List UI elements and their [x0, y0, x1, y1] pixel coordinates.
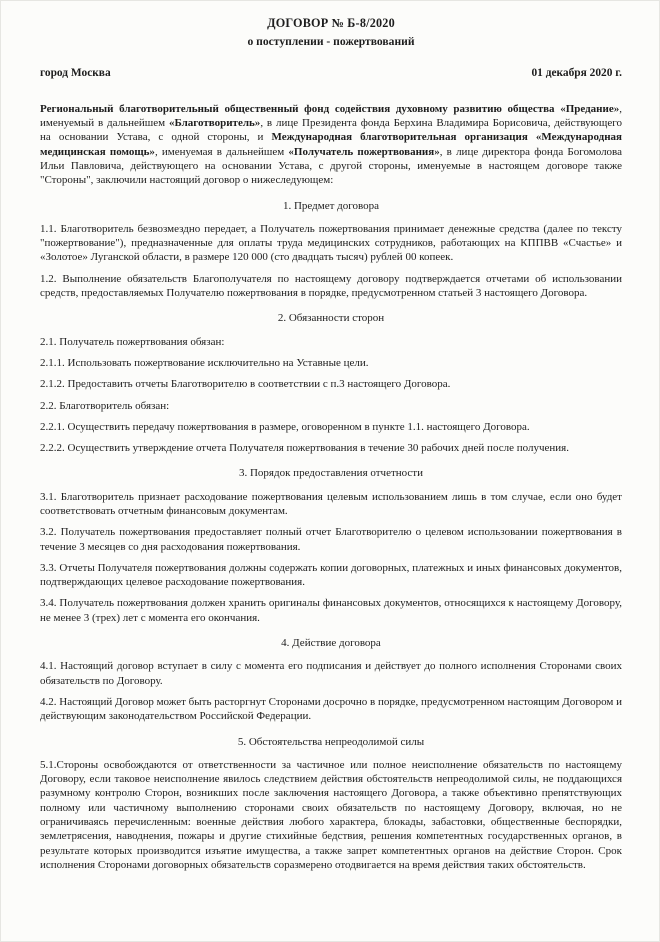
preamble — [40, 102, 625, 188]
text-run: 4.1. Настоящий договор вступает в силу с момента его подписания и действует до полного исполнения Сторонами своих обязательств по Договору. — [40, 660, 625, 687]
section-heading: 1. Предмет договора — [282, 199, 379, 212]
paragraph — [40, 490, 625, 519]
paragraph — [40, 525, 625, 554]
text-run: 3.2. Получатель пожертвования предоставляет полный отчет Благотворителю о целевом использовании пожертвования в течение 3 месяцев со дня расходования пожертвования. — [40, 526, 625, 553]
section-heading: 3. Порядок предоставления отчетности — [238, 467, 424, 480]
paragraph — [40, 659, 625, 688]
city-date-row — [40, 66, 622, 81]
document-date: 01 декабря 2020 г. — [531, 66, 622, 79]
text-run: 2.1.2. Предоставить отчеты Благотворителю в соответствии с п.3 настоящего Договора. — [40, 378, 451, 391]
section-heading: 5. Обстоятельства непреодолимой силы — [237, 735, 425, 748]
document-title: ДОГОВОР № Б-8/2020 — [267, 16, 395, 30]
paragraph — [40, 420, 622, 434]
document-subtitle: о поступлении - пожертвований — [247, 34, 415, 48]
text-run: , именуемая в дальнейшем — [154, 145, 289, 158]
paragraph — [40, 695, 625, 724]
section-heading: 4. Действие договора — [281, 637, 381, 650]
document-city: город Москва — [40, 66, 111, 79]
text-run: «Получатель пожертвования» — [288, 145, 440, 158]
text-run: , именуемый в дальнейшем — [40, 102, 625, 130]
paragraph — [40, 561, 625, 590]
text-run: 3.1. Благотворитель признает расходование пожертвования целевым использованием лишь в том случае, если оно будет соответствовать отчетным финансовым документам. — [40, 490, 625, 517]
text-run: 2.1. Получатель пожертвования обязан: — [40, 335, 225, 348]
text-run: , в лице директора фонда Богомолова Ильи Павловича, действующего на основании Устава, с другой стороны, именуемые в настоящем договоре также "Стороны", заключили настоящий договор о нижеследующем: — [40, 145, 625, 187]
section-heading: 2. Обязанности сторон — [277, 312, 385, 325]
text-run: 2.2.2. Осуществить утверждение отчета Получателя пожертвования в течение 30 рабочих дней после получения. — [40, 442, 569, 455]
text-run: 2.1.1. Использовать пожертвование исключительно на Уставные цели. — [40, 356, 369, 369]
text-run: 1.1. Благотворитель безвозмездно передает, а Получатель пожертвования принимает денежные средства (далее по тексту "пожертвование"), предназначенные для оплаты труда медицинских сотрудников, работающих на КППВВ «Счастье» и «Золотое» Луганской области, в размере 120 000 (сто двадцать тысяч) рублей 00 копеек. — [40, 222, 625, 264]
paragraph — [40, 399, 622, 413]
paragraph — [40, 758, 625, 872]
text-run: 3.3. Отчеты Получателя пожертвования должны содержать копии договорных, платежных и иных финансовых документов, подтверждающих целевое расходование пожертвования. — [40, 561, 625, 589]
text-run: 4.2. Настоящий Договор может быть расторгнут Сторонами досрочно в порядке, предусмотренном настоящим Договором и действующим законодательством Российской Федерации. — [40, 695, 625, 723]
text-run: «Благотворитель» — [168, 117, 261, 130]
text-run: Международная благотворительная организация «Международная медицинская помощь» — [40, 131, 625, 158]
paragraph — [40, 335, 622, 349]
text-run: Региональный благотворительный общественный фонд содействия духовному развитию общества «Предание» — [40, 102, 620, 115]
paragraph — [40, 441, 622, 455]
paragraph — [40, 377, 622, 391]
document-body — [40, 102, 625, 872]
paragraph — [40, 356, 622, 370]
paragraph — [40, 596, 625, 625]
text-run: 3.4. Получатель пожертвования должен хранить оригиналы финансовых документов, относящихся к настоящему Договору, не менее 3 (трех) лет с момента его окончания. — [40, 597, 625, 624]
text-run: 2.2.1. Осуществить передачу пожертвования в размере, оговоренном в пункте 1.1. настоящего Договора. — [40, 420, 530, 433]
paragraph — [40, 272, 625, 301]
text-run: 1.2. Выполнение обязательств Благополучателя по настоящему договору подтверждается отчетами об использовании средств, предоставляемых Получателю пожертвования в порядке, предусмотренном статьей 3 настоящего Договора. — [40, 272, 625, 300]
document-title-block — [40, 16, 622, 49]
text-run: , в лице Президента фонда Берхина Владимира Борисовича, действующего на основании Устава, с одной стороны, и — [40, 117, 625, 144]
text-run: 2.2. Благотворитель обязан: — [40, 399, 170, 412]
paragraph — [40, 222, 625, 265]
text-run: 5.1.Стороны освобождаются от ответственности за частичное или полное неисполнение обязательств по настоящему Договору, если таковое неисполнение явилось следствием действия обстоятельств непреодолимой силы, не поддающихся разумному контролю Сторон, возникших после заключения настоящего Договора, а также объективно препятствующих полному или частичному выполнению сторонами своих обязательств по настоящему Договору, включая, но не ограничиваясь перечисленным: военные действия любого характера, блокады, забастовки, общественные беспорядки, землетрясения, наводнения, пожары и другие стихийные бедствия, решения компетентных государственных органов, в результате которых производится изъятие имущества, а также запрет компетентных органов на действие Сторон. Срок исполнения Сторонами договорных обязательств соразмерено отодвигается на время действия таких обстоятельств. — [40, 758, 625, 871]
